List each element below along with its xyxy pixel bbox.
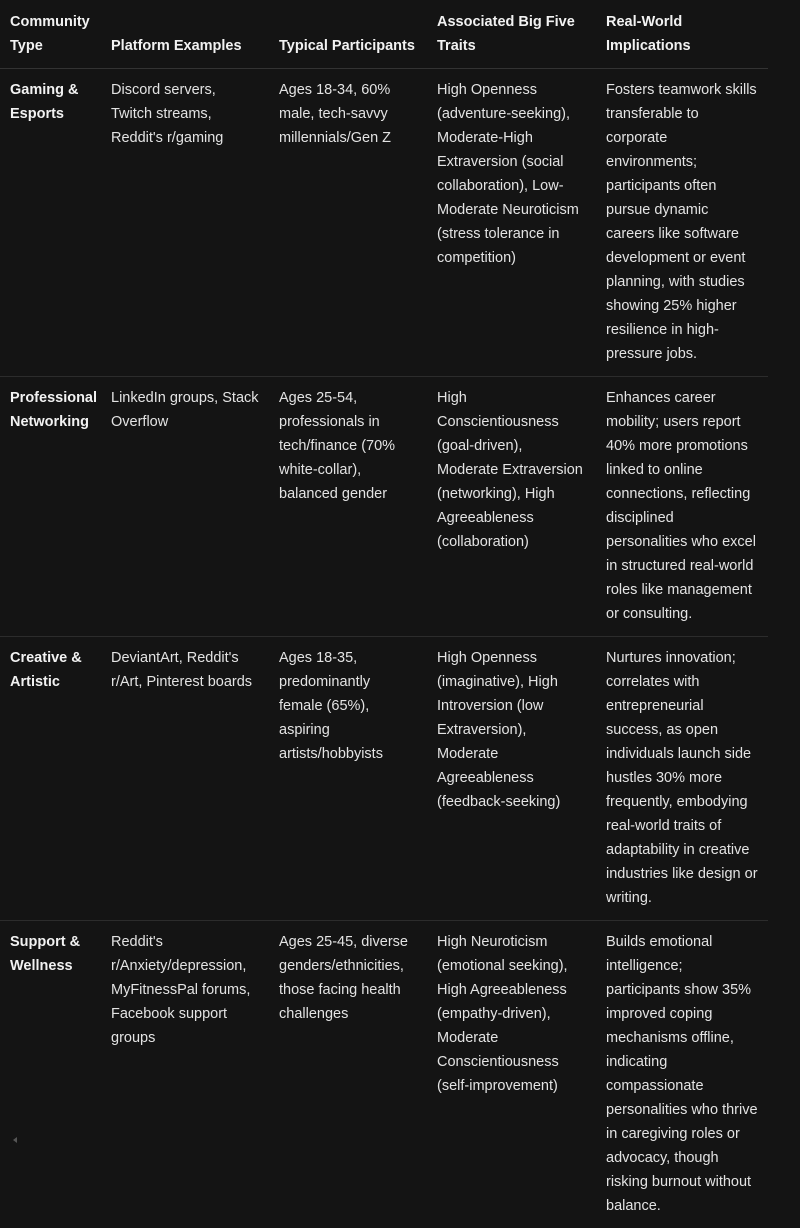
cell-real-world-implications: Nurtures innovation; correlates with entrepreneurial success, as open individuals launch side hustles 30% more frequently, embodying real-world traits of adaptability in creative industries like design or writing.	[596, 637, 768, 921]
cell-community-type: Gaming & Esports	[0, 69, 101, 377]
cell-platform-examples: LinkedIn groups, Stack Overflow	[101, 377, 269, 637]
scroll-left-arrow-icon[interactable]	[13, 1137, 17, 1143]
table-row	[0, 921, 768, 1228]
community-personality-table	[0, 8, 768, 1228]
header-platform-examples: Platform Examples	[101, 8, 269, 69]
cell-platform-examples: DeviantArt, Reddit's r/Art, Pinterest boards	[101, 637, 269, 921]
cell-big-five-traits: High Openness (adventure-seeking), Moderate-High Extraversion (social collaboration), Low-Moderate Neuroticism (stress tolerance in competition)	[427, 69, 596, 377]
cell-real-world-implications: Enhances career mobility; users report 40% more promotions linked to online connections, reflecting disciplined personalities who excel in structured real-world roles like management or consulting.	[596, 377, 768, 637]
cell-platform-examples: Reddit's r/Anxiety/depression, MyFitnessPal forums, Facebook support groups	[101, 921, 269, 1228]
cell-real-world-implications: Fosters teamwork skills transferable to corporate environments; participants often pursue dynamic careers like software development or event planning, with studies showing 25% higher resilience in high-pressure jobs.	[596, 69, 768, 377]
cell-community-type: Professional Networking	[0, 377, 101, 637]
table-header-row	[0, 8, 768, 69]
cell-typical-participants: Ages 18-35, predominantly female (65%), aspiring artists/hobbyists	[269, 637, 427, 921]
community-table-container	[0, 8, 768, 1228]
header-real-world-implications: Real-World Implications	[596, 8, 768, 69]
cell-real-world-implications: Builds emotional intelligence; participants show 35% improved coping mechanisms offline, indicating compassionate personalities who thrive in caregiving roles or advocacy, though risking burnout without balance.	[596, 921, 768, 1228]
cell-big-five-traits: High Neuroticism (emotional seeking), High Agreeableness (empathy-driven), Moderate Conscientiousness (self-improvement)	[427, 921, 596, 1228]
header-big-five-traits: Associated Big Five Traits	[427, 8, 596, 69]
table-row	[0, 637, 768, 921]
cell-community-type: Creative & Artistic	[0, 637, 101, 921]
cell-big-five-traits: High Conscientiousness (goal-driven), Moderate Extraversion (networking), High Agreeableness (collaboration)	[427, 377, 596, 637]
header-community-type: Community Type	[0, 8, 101, 69]
cell-big-five-traits: High Openness (imaginative), High Introversion (low Extraversion), Moderate Agreeableness (feedback-seeking)	[427, 637, 596, 921]
table-row	[0, 377, 768, 637]
cell-community-type: Support & Wellness	[0, 921, 101, 1228]
table-row	[0, 69, 768, 377]
cell-typical-participants: Ages 25-45, diverse genders/ethnicities, those facing health challenges	[269, 921, 427, 1228]
cell-platform-examples: Discord servers, Twitch streams, Reddit's r/gaming	[101, 69, 269, 377]
header-typical-participants: Typical Participants	[269, 8, 427, 69]
cell-typical-participants: Ages 25-54, professionals in tech/finance (70% white-collar), balanced gender	[269, 377, 427, 637]
cell-typical-participants: Ages 18-34, 60% male, tech-savvy millennials/Gen Z	[269, 69, 427, 377]
